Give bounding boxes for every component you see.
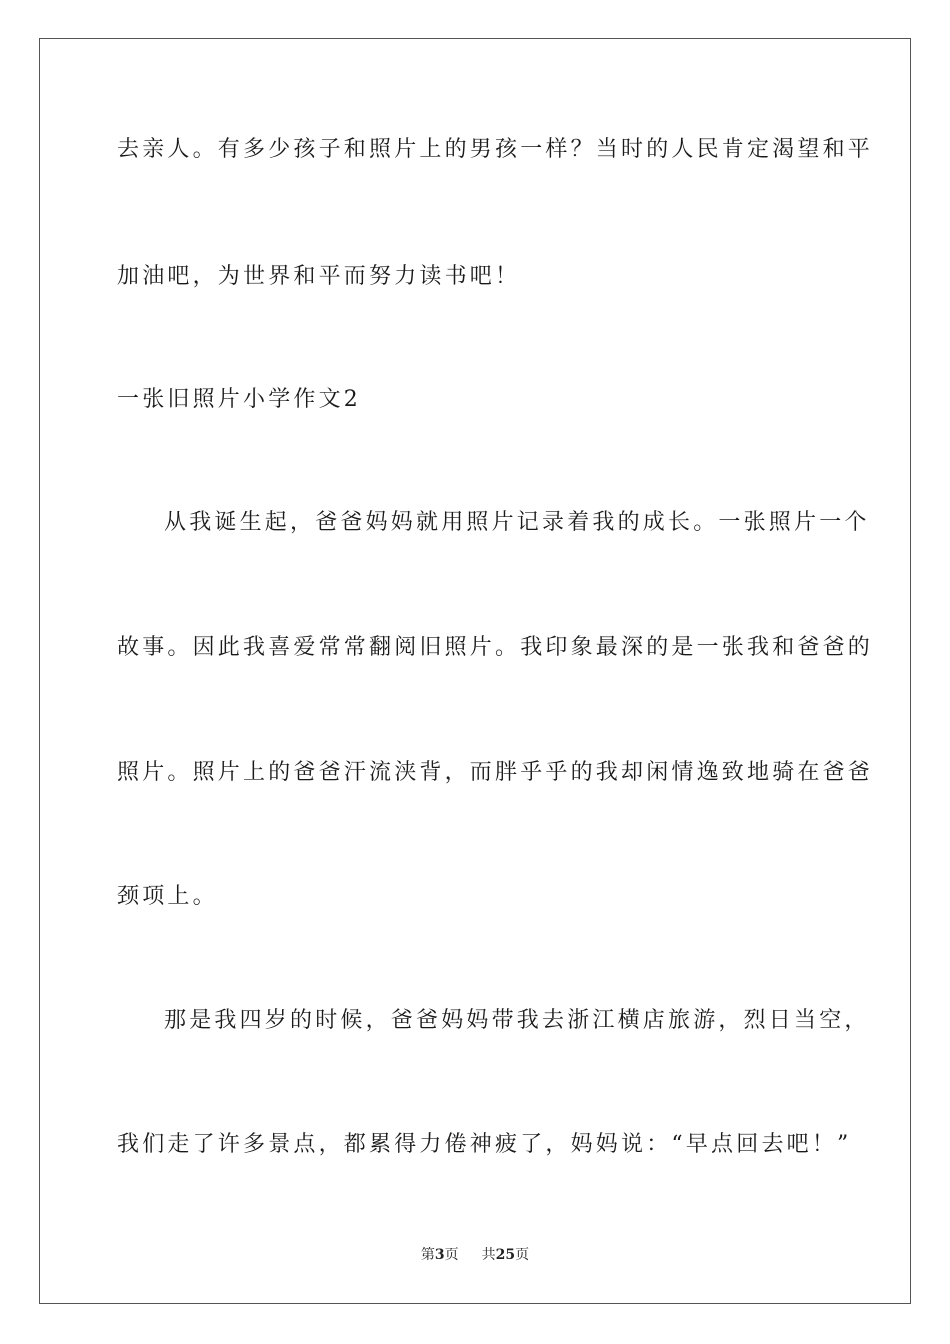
page-footer bbox=[0, 1245, 950, 1265]
paragraph-1-line-4: 颈项上。 bbox=[117, 884, 218, 909]
paragraph-1-line-2: 故事。因此我喜爱常常翻阅旧照片。我印象最深的是一张我和爸爸的 bbox=[117, 635, 874, 660]
page-border bbox=[39, 38, 911, 1304]
footer-total-pages: 25 bbox=[495, 1247, 516, 1263]
paragraph-2-line-2: 我们走了许多景点，都累得力倦神疲了，妈妈说：“早点回去吧！” bbox=[117, 1132, 852, 1157]
text-line-1: 去亲人。有多少孩子和照片上的男孩一样？当时的人民肯定渴望和平 bbox=[117, 137, 874, 162]
paragraph-2-line-1: 那是我四岁的时候，爸爸妈妈带我去浙江横店旅游，烈日当空， bbox=[164, 1008, 870, 1033]
footer-page-prefix: 第 bbox=[420, 1247, 435, 1263]
paragraph-1-line-1: 从我诞生起，爸爸妈妈就用照片记录着我的成长。一张照片一个 bbox=[164, 510, 870, 535]
footer-page-suffix: 页 bbox=[444, 1247, 459, 1263]
text-line-2: 加油吧，为世界和平而努力读书吧！ bbox=[117, 264, 521, 289]
paragraph-1-line-3: 照片。照片上的爸爸汗流浃背，而胖乎乎的我却闲情逸致地骑在爸爸 bbox=[117, 760, 874, 785]
section-heading: 一张旧照片小学作文2 bbox=[117, 387, 361, 412]
footer-total-prefix: 共 bbox=[481, 1247, 496, 1263]
footer-total-suffix: 页 bbox=[515, 1247, 530, 1263]
footer-page-number: 3 bbox=[434, 1247, 445, 1263]
